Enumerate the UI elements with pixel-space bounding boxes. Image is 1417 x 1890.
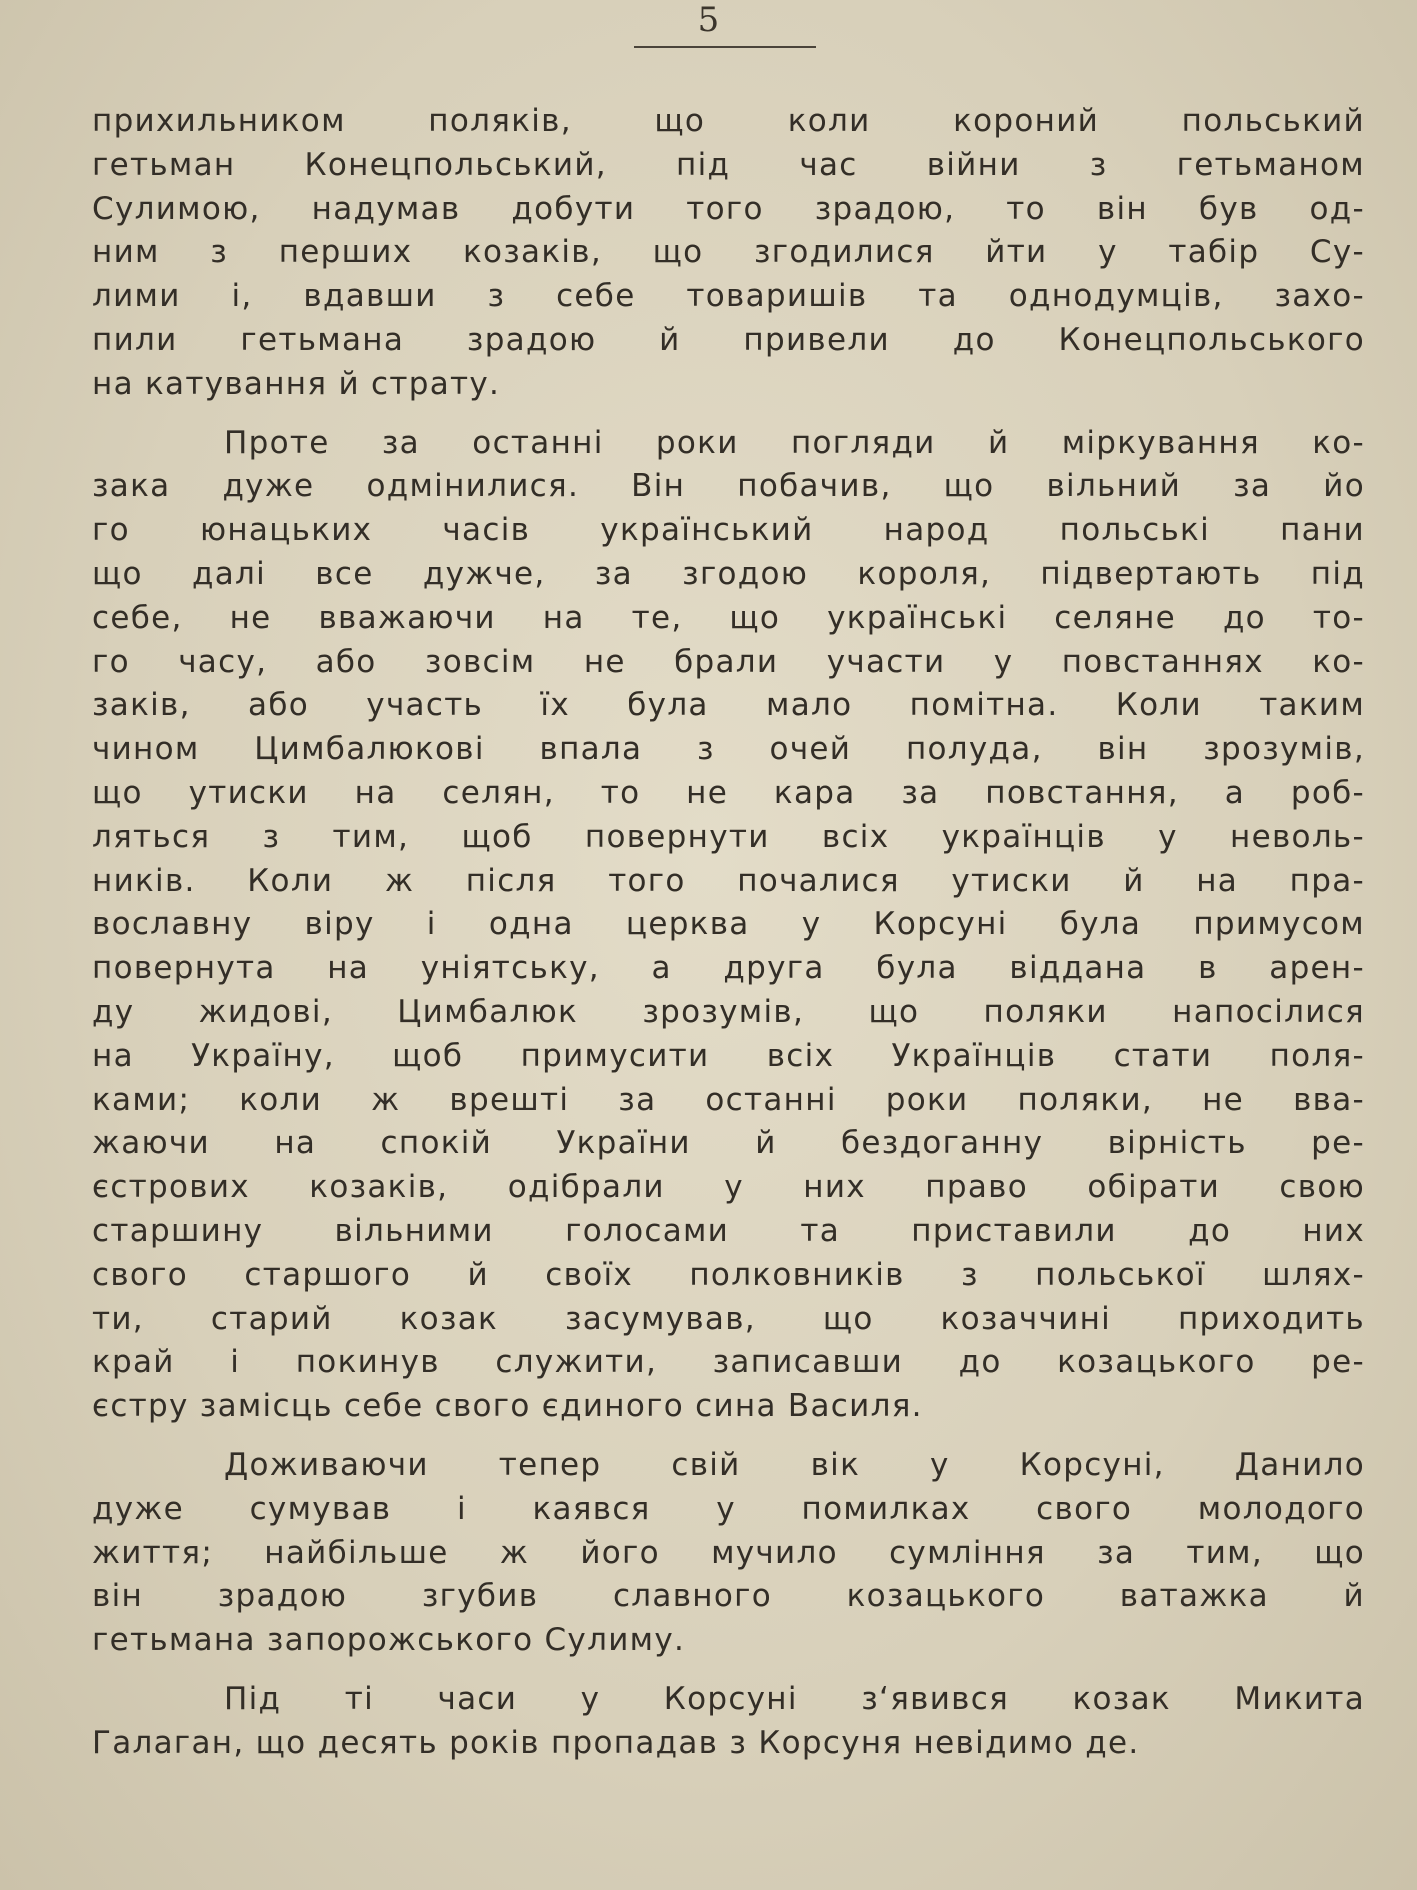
text-line: ників. Коли ж після того почалися утиски й на пра- (92, 862, 1365, 899)
text-line: життя; найбільше ж його мучило сумління за тим, що (92, 1534, 1365, 1571)
text-line: гетьмана запорожського Сулиму. (92, 1622, 686, 1659)
text-line: Під ті часи у Корсуні з‘явився козак Микита (224, 1680, 1365, 1717)
text-line: жаючи на спокій України й бездоганну вірність ре- (92, 1125, 1365, 1162)
paragraph (92, 1678, 1365, 1766)
text-line: Галаган, що десять років пропадав з Корсуня невідимо де. (92, 1724, 1140, 1761)
text-line: на катування й страту. (92, 365, 501, 402)
text-line: він зрадою згубив славного козацького ватажка й (92, 1578, 1365, 1615)
text-line: Сулимою, надумав добути того зрадою, то він був од- (92, 190, 1365, 227)
header-rule (634, 46, 816, 48)
body-text (92, 100, 1365, 1765)
text-line: що утиски на селян, то не кара за повстання, а роб- (92, 774, 1365, 811)
text-line: гетьман Конецпольський, під час війни з гетьманом (92, 146, 1365, 183)
paragraph (92, 100, 1365, 407)
text-line: го часу, або зовсім не брали участи у повстаннях ко- (92, 643, 1365, 680)
text-line: пили гетьмана зрадою й привели до Конецпольського (92, 321, 1365, 358)
paragraph (92, 422, 1365, 1429)
text-line: Проте за останні роки погляди й міркування ко- (224, 424, 1365, 461)
text-line: старшину вільними голосами та приставили до них (92, 1212, 1365, 1249)
text-line: зака дуже одмінилися. Він побачив, що вільний за йо (92, 468, 1365, 505)
text-line: Доживаючи тепер свій вік у Корсуні, Данило (224, 1446, 1365, 1483)
text-line: ним з перших козаків, що згодилися йти у табір Су- (92, 234, 1365, 271)
text-line: лими і, вдавши з себе товаришів та однодумців, захо- (92, 278, 1365, 315)
text-line: го юнацьких часів український народ польські пани (92, 512, 1365, 549)
text-line: свого старшого й своїх полковників з польської шлях- (92, 1256, 1365, 1293)
text-line: ками; коли ж врешті за останні роки поляки, не вва- (92, 1081, 1365, 1118)
text-line: заків, або участь їх була мало помітна. Коли таким (92, 687, 1365, 724)
text-line: що далі все дужче, за згодою короля, підвертають під (92, 555, 1365, 592)
text-line: край і покинув служити, записавши до козацького ре- (92, 1344, 1365, 1381)
text-line: прихильником поляків, що коли короний польський (92, 103, 1365, 139)
text-line: повернута на уніятську, а друга була віддана в арен- (92, 950, 1365, 987)
text-line: дуже сумував і каявся у помилках свого молодого (92, 1490, 1365, 1527)
text-line: ляться з тим, щоб повернути всіх українців у неволь- (92, 818, 1365, 855)
text-line: єстру замісць себе свого єдиного сина Василя. (92, 1388, 923, 1425)
paragraph (92, 1444, 1365, 1663)
text-line: себе, не вважаючи на те, що українські селяне до то- (92, 599, 1365, 636)
text-line: чином Цимбалюкові впала з очей полуда, він зрозумів, (92, 731, 1365, 768)
page-number: 5 (697, 0, 720, 40)
text-line: ти, старий козак засумував, що козаччині приходить (92, 1300, 1365, 1337)
text-line: на Україну, щоб примусити всіх Українців стати поля- (92, 1037, 1365, 1074)
text-line: вославну віру і одна церква у Корсуні була примусом (92, 906, 1365, 943)
text-line: ду жидові, Цимбалюк зрозумів, що поляки напосілися (92, 993, 1365, 1030)
text-line: єстрових козаків, одібрали у них право обірати свою (92, 1169, 1365, 1206)
